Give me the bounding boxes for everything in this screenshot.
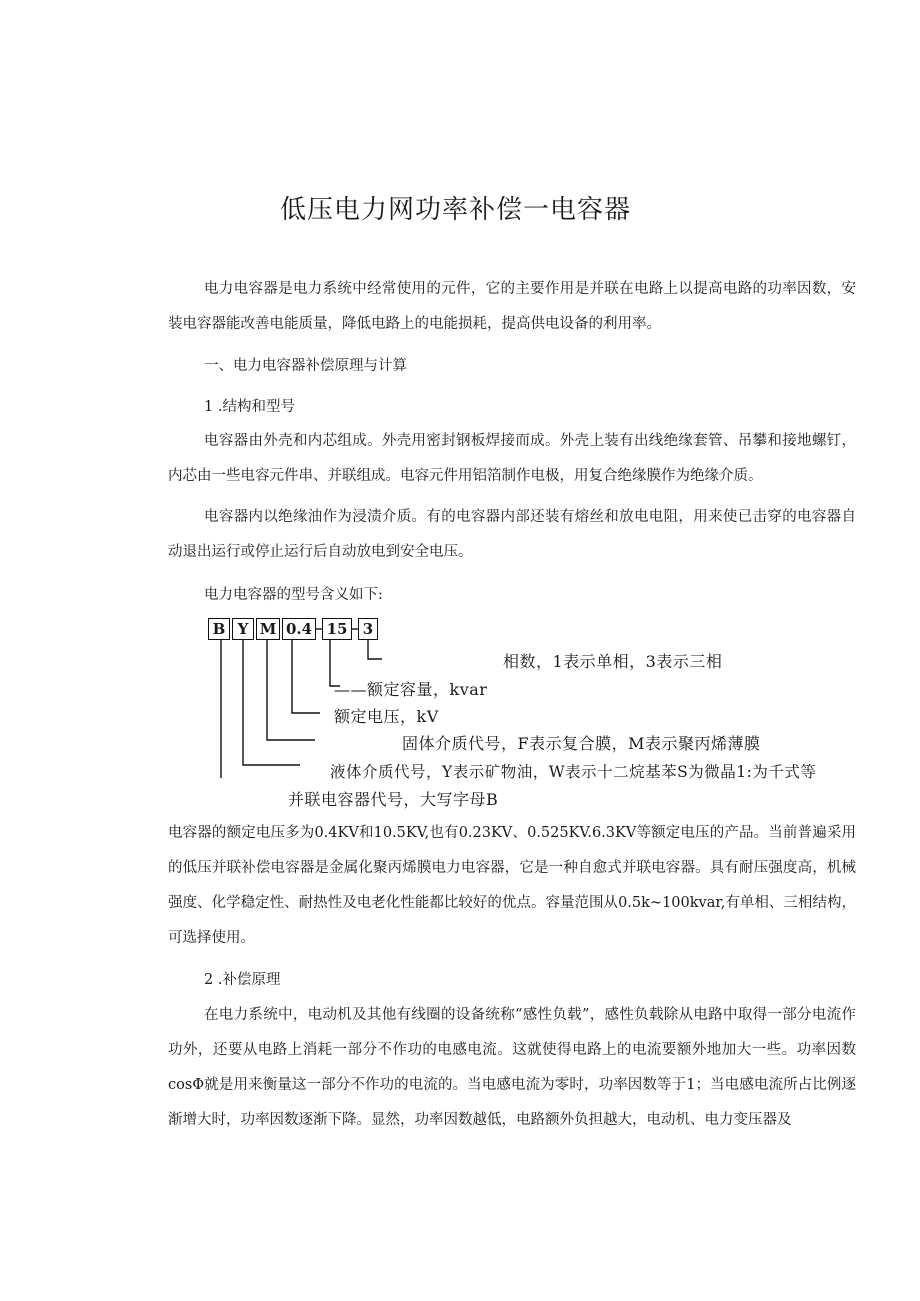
model-code-box: Y: [232, 618, 254, 640]
structure-paragraph-1: 电容器由外壳和内芯组成。外壳用密封钢板焊接而成。外壳上装有出线绝缘套管、吊攀和接地螺钉，内芯由一些电容元件串、并联组成。电容元件用铝箔制作电极，用复合绝缘膜作为绝缘介质。: [168, 433, 856, 484]
label-parallel-code: 并联电容器代号，大写字母B: [288, 790, 499, 809]
model-intro: 电力电容器的型号含义如下:: [204, 587, 383, 603]
structure-paragraph-2: 电容器内以绝缘油作为浸渍介质。有的电容器内部还装有熔丝和放电电阻，用来使已击穿的电容器自动退出运行或停止运行后自动放电到安全电压。: [168, 509, 856, 560]
document-title: 低压电力网功率补偿一电容器: [280, 195, 632, 226]
intro-paragraph: 电力电容器是电力系统中经常使用的元件，它的主要作用是并联在电路上以提高电路的功率因数，安装电容器能改善电能质量，降低电路上的电能损耗，提高供电设备的利用率。: [168, 281, 856, 332]
label-solid-medium: 固体介质代号，F表示复合膜，M表示聚丙烯薄膜: [402, 734, 761, 753]
principle-paragraph: 在电力系统中，电动机及其他有线圈的设备统称“感性负载”，感性负载除从电路中取得一部分电流作功外，还要从电路上消耗一部分不作功的电感电流。这就使得电路上的电流要额外地加大一些。功率因数cosΦ就是用来衡量这一部分不作功的电流的。当电感电流为零时，功率因数等于1；当电感电流所占比例逐渐增大时，功率因数逐渐下降。显然，功率因数越低，电路额外负担越大，电动机、电力变压器及: [168, 1007, 856, 1128]
voltage-paragraph: 电容器的额定电压多为0.4KV和10.5KV,也有0.23KV、0.525KV.6.3KV等额定电压的产品。当前普遍采用的低压并联补偿电容器是金属化聚丙烯膜电力电容器，它是一种自愈式并联电容器。具有耐压强度高，机械强度、化学稳定性、耐热性及电老化性能都比较好的优点。容量范围从0.5k~100kvar,有单相、三相结构，可选择使用。: [168, 825, 856, 946]
label-capacity: ——额定容量，kvar: [334, 680, 488, 699]
subsection-heading-principle: 2 .补偿原理: [204, 972, 281, 988]
subsection-heading-structure: 1 .结构和型号: [204, 399, 295, 415]
section-heading: 一、电力电容器补偿原理与计算: [204, 358, 407, 374]
model-code-box: 0.4: [282, 618, 316, 640]
model-code-box: 15: [322, 618, 352, 640]
label-voltage: 额定电压，kV: [334, 707, 439, 726]
model-code-box: 3: [358, 618, 378, 640]
model-code-box: B: [208, 618, 230, 640]
label-liquid-medium: 液体介质代号，Y表示矿物油，W表示十二烷基苯S为微晶1:为千式等: [330, 763, 817, 781]
label-phase: 相数，1表示单相，3表示三相: [503, 652, 723, 671]
model-code-box: M: [256, 618, 280, 640]
